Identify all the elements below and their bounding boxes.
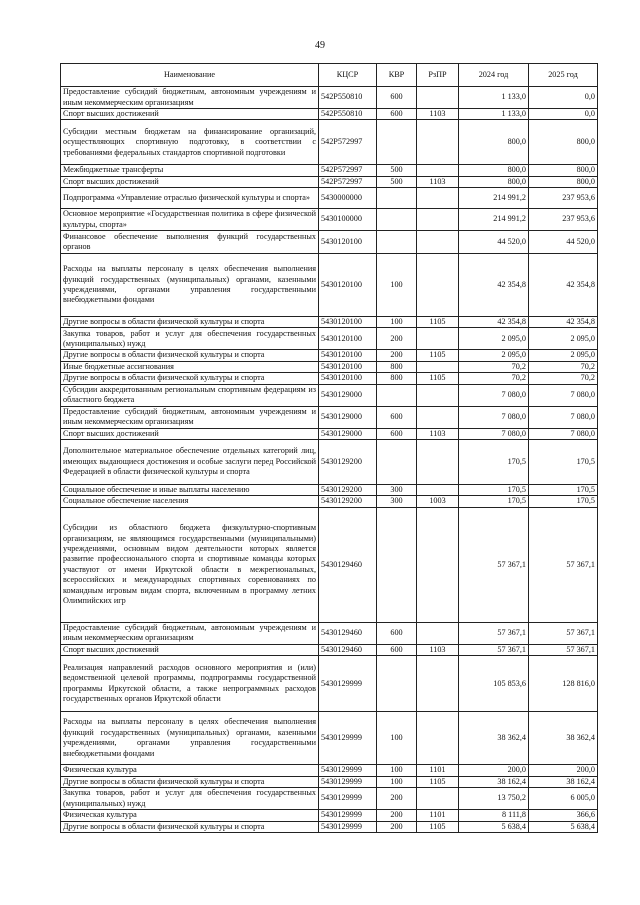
row-name: Субсидии из областного бюджета физкультурно-спортивным организациям, не являющимся государственными (муниципальными) учреждениями, основным видом деятельности которых является развитие профессионального спорта и спортивные команды которых участвуют от имени Иркутской области в межрегиональных, всероссийских и международных спортивных соревнованиях по командным игровым видам спорта, включенным в программу летних Олимпийских игр <box>61 507 319 622</box>
row-amount-2024: 42 354,8 <box>459 317 529 328</box>
row-kvr <box>377 440 417 485</box>
row-amount-2024: 70,2 <box>459 361 529 372</box>
row-kvr: 600 <box>377 87 417 109</box>
row-amount-2025: 366,6 <box>529 810 598 821</box>
row-rzpr <box>417 361 459 372</box>
table-row <box>61 712 598 765</box>
table-row <box>61 176 598 187</box>
row-name: Другие вопросы в области физической культуры и спорта <box>61 350 319 361</box>
row-name: Социальное обеспечение населения <box>61 496 319 507</box>
row-kcsr: 542Р572997 <box>319 120 377 165</box>
row-amount-2025: 200,0 <box>529 765 598 776</box>
row-kcsr: 5430129000 <box>319 406 377 428</box>
row-amount-2025: 237 953,6 <box>529 209 598 231</box>
row-rzpr <box>417 622 459 644</box>
row-rzpr: 1105 <box>417 373 459 384</box>
row-kvr: 200 <box>377 821 417 832</box>
row-rzpr: 1101 <box>417 765 459 776</box>
row-name: Предоставление субсидий бюджетным, автономным учреждениям и иным некоммерческим организациям <box>61 622 319 644</box>
row-name: Физическая культура <box>61 765 319 776</box>
row-rzpr: 1101 <box>417 810 459 821</box>
row-kvr: 100 <box>377 776 417 787</box>
row-kvr <box>377 209 417 231</box>
row-amount-2024: 44 520,0 <box>459 231 529 254</box>
table-row <box>61 350 598 361</box>
page-number: 49 <box>315 40 325 51</box>
row-amount-2024: 7 080,0 <box>459 428 529 439</box>
row-kvr: 200 <box>377 350 417 361</box>
table-row <box>61 231 598 254</box>
row-kvr <box>377 384 417 406</box>
row-kcsr: 5430129999 <box>319 656 377 712</box>
row-kcsr: 5430129200 <box>319 440 377 485</box>
row-name: Расходы на выплаты персоналу в целях обеспечения выполнения функций государственных (муниципальных) органами, казенными учреждениями, органами управления государственными внебюджетными фондами <box>61 254 319 317</box>
row-kcsr: 5430129460 <box>319 622 377 644</box>
table-row <box>61 188 598 209</box>
row-rzpr <box>417 485 459 496</box>
table-row <box>61 765 598 776</box>
row-name: Иные бюджетные ассигнования <box>61 361 319 372</box>
table-row <box>61 485 598 496</box>
row-rzpr: 1003 <box>417 496 459 507</box>
row-rzpr <box>417 507 459 622</box>
table-row <box>61 507 598 622</box>
row-name: Физическая культура <box>61 810 319 821</box>
row-kvr <box>377 656 417 712</box>
column-header-2025: 2025 год <box>529 64 598 87</box>
row-kcsr: 5430129460 <box>319 507 377 622</box>
row-amount-2025: 57 367,1 <box>529 507 598 622</box>
table-row <box>61 317 598 328</box>
row-kcsr: 542Р550810 <box>319 109 377 120</box>
row-amount-2025: 800,0 <box>529 176 598 187</box>
row-amount-2025: 7 080,0 <box>529 384 598 406</box>
table-row <box>61 165 598 176</box>
row-amount-2024: 7 080,0 <box>459 384 529 406</box>
row-rzpr <box>417 209 459 231</box>
table-row <box>61 656 598 712</box>
table-row <box>61 109 598 120</box>
row-amount-2025: 5 638,4 <box>529 821 598 832</box>
row-amount-2024: 105 853,6 <box>459 656 529 712</box>
row-amount-2025: 128 816,0 <box>529 656 598 712</box>
row-name: Закупка товаров, работ и услуг для обеспечения государственных (муниципальных) нужд <box>61 788 319 810</box>
row-rzpr: 1105 <box>417 776 459 787</box>
table-row <box>61 496 598 507</box>
row-kcsr: 5430120100 <box>319 328 377 350</box>
row-kvr: 100 <box>377 765 417 776</box>
row-amount-2024: 2 095,0 <box>459 350 529 361</box>
row-kcsr: 542Р572997 <box>319 176 377 187</box>
row-amount-2024: 200,0 <box>459 765 529 776</box>
row-kcsr: 5430120100 <box>319 317 377 328</box>
row-kcsr: 5430120100 <box>319 373 377 384</box>
row-kvr: 300 <box>377 485 417 496</box>
row-kcsr: 5430129999 <box>319 765 377 776</box>
row-amount-2024: 38 162,4 <box>459 776 529 787</box>
row-kcsr: 5430129999 <box>319 788 377 810</box>
row-kvr: 600 <box>377 406 417 428</box>
row-kvr: 800 <box>377 361 417 372</box>
row-rzpr <box>417 384 459 406</box>
row-kvr: 600 <box>377 622 417 644</box>
table-row <box>61 373 598 384</box>
table-row <box>61 120 598 165</box>
row-kcsr: 5430129000 <box>319 384 377 406</box>
row-kcsr: 5430129000 <box>319 428 377 439</box>
row-kcsr: 5430129999 <box>319 810 377 821</box>
row-name: Другие вопросы в области физической культуры и спорта <box>61 317 319 328</box>
row-kcsr: 5430100000 <box>319 209 377 231</box>
row-amount-2025: 70,2 <box>529 373 598 384</box>
row-kvr: 200 <box>377 788 417 810</box>
row-kvr: 200 <box>377 328 417 350</box>
row-amount-2025: 42 354,8 <box>529 254 598 317</box>
table-row <box>61 87 598 109</box>
row-rzpr <box>417 788 459 810</box>
row-amount-2024: 800,0 <box>459 120 529 165</box>
row-kvr <box>377 120 417 165</box>
table-row <box>61 776 598 787</box>
row-amount-2025: 237 953,6 <box>529 188 598 209</box>
row-amount-2025: 2 095,0 <box>529 328 598 350</box>
row-amount-2025: 7 080,0 <box>529 406 598 428</box>
column-header-rzpr: РзПР <box>417 64 459 87</box>
row-amount-2025: 57 367,1 <box>529 644 598 655</box>
row-kcsr: 5430120100 <box>319 231 377 254</box>
table-row <box>61 644 598 655</box>
row-amount-2024: 13 750,2 <box>459 788 529 810</box>
row-amount-2024: 57 367,1 <box>459 507 529 622</box>
row-kvr <box>377 188 417 209</box>
row-rzpr: 1103 <box>417 109 459 120</box>
row-amount-2025: 38 162,4 <box>529 776 598 787</box>
row-amount-2024: 5 638,4 <box>459 821 529 832</box>
row-amount-2024: 2 095,0 <box>459 328 529 350</box>
table-row <box>61 361 598 372</box>
row-name: Дополнительное материальное обеспечение отдельных категорий лиц, имеющих выдающиеся достижения и особые заслуги перед Российской Федерацией в области физической культуры и спорта <box>61 440 319 485</box>
row-amount-2025: 170,5 <box>529 496 598 507</box>
row-amount-2024: 800,0 <box>459 176 529 187</box>
row-rzpr: 1103 <box>417 644 459 655</box>
row-rzpr: 1103 <box>417 176 459 187</box>
table-row <box>61 328 598 350</box>
table-row <box>61 428 598 439</box>
row-kvr: 500 <box>377 176 417 187</box>
row-amount-2024: 800,0 <box>459 165 529 176</box>
row-kvr: 200 <box>377 810 417 821</box>
row-name: Другие вопросы в области физической культуры и спорта <box>61 373 319 384</box>
row-name: Реализация направлений расходов основного мероприятия и (или) ведомственной целевой программы, подпрограммы государственной программы Иркутской области, а также непрограммных расходов государственных органов Иркутской области <box>61 656 319 712</box>
row-kvr: 600 <box>377 644 417 655</box>
row-kvr: 300 <box>377 496 417 507</box>
row-amount-2024: 42 354,8 <box>459 254 529 317</box>
row-amount-2025: 38 362,4 <box>529 712 598 765</box>
row-kvr <box>377 507 417 622</box>
row-rzpr <box>417 120 459 165</box>
row-amount-2025: 44 520,0 <box>529 231 598 254</box>
table-header-row <box>61 64 598 87</box>
row-kcsr: 5430129200 <box>319 485 377 496</box>
row-amount-2024: 57 367,1 <box>459 644 529 655</box>
row-name: Спорт высших достижений <box>61 109 319 120</box>
row-kcsr: 5430120100 <box>319 361 377 372</box>
column-header-kvr: КВР <box>377 64 417 87</box>
row-rzpr <box>417 165 459 176</box>
column-header-2024: 2024 год <box>459 64 529 87</box>
row-rzpr: 1105 <box>417 821 459 832</box>
row-rzpr <box>417 712 459 765</box>
row-amount-2024: 57 367,1 <box>459 622 529 644</box>
row-kvr: 500 <box>377 165 417 176</box>
table-row <box>61 254 598 317</box>
row-name: Подпрограмма «Управление отраслью физической культуры и спорта» <box>61 188 319 209</box>
row-amount-2025: 70,2 <box>529 361 598 372</box>
row-amount-2025: 57 367,1 <box>529 622 598 644</box>
row-name: Спорт высших достижений <box>61 176 319 187</box>
column-header-name: Наименование <box>61 64 319 87</box>
table-row <box>61 622 598 644</box>
row-rzpr <box>417 656 459 712</box>
row-kcsr: 542Р572997 <box>319 165 377 176</box>
row-name: Финансовое обеспечение выполнения функций государственных органов <box>61 231 319 254</box>
row-kcsr: 5430120100 <box>319 254 377 317</box>
row-kvr: 600 <box>377 109 417 120</box>
row-rzpr <box>417 254 459 317</box>
table-row <box>61 209 598 231</box>
table-row <box>61 810 598 821</box>
row-rzpr: 1103 <box>417 428 459 439</box>
row-kvr: 100 <box>377 317 417 328</box>
row-name: Социальное обеспечение и иные выплаты населению <box>61 485 319 496</box>
row-name: Закупка товаров, работ и услуг для обеспечения государственных (муниципальных) нужд <box>61 328 319 350</box>
row-amount-2025: 800,0 <box>529 165 598 176</box>
row-kvr: 800 <box>377 373 417 384</box>
row-amount-2025: 170,5 <box>529 440 598 485</box>
row-amount-2025: 7 080,0 <box>529 428 598 439</box>
row-amount-2024: 7 080,0 <box>459 406 529 428</box>
row-rzpr <box>417 188 459 209</box>
row-kvr: 600 <box>377 428 417 439</box>
row-amount-2025: 2 095,0 <box>529 350 598 361</box>
row-name: Предоставление субсидий бюджетным, автономным учреждениям и иным некоммерческим организациям <box>61 87 319 109</box>
table-row <box>61 821 598 832</box>
row-amount-2025: 0,0 <box>529 109 598 120</box>
row-kcsr: 5430129999 <box>319 776 377 787</box>
row-rzpr: 1105 <box>417 350 459 361</box>
row-kvr: 100 <box>377 712 417 765</box>
row-name: Расходы на выплаты персоналу в целях обеспечения выполнения функций государственных (муниципальных) органами, казенными учреждениями, органами управления государственными внебюджетными фондами <box>61 712 319 765</box>
row-amount-2024: 38 362,4 <box>459 712 529 765</box>
row-name: Основное мероприятие «Государственная политика в сфере физической культуры, спорта» <box>61 209 319 231</box>
row-kcsr: 5430129999 <box>319 712 377 765</box>
row-amount-2024: 170,5 <box>459 485 529 496</box>
row-rzpr <box>417 440 459 485</box>
row-amount-2025: 0,0 <box>529 87 598 109</box>
row-amount-2024: 170,5 <box>459 440 529 485</box>
row-amount-2024: 1 133,0 <box>459 109 529 120</box>
row-amount-2024: 170,5 <box>459 496 529 507</box>
row-amount-2025: 170,5 <box>529 485 598 496</box>
row-name: Другие вопросы в области физической культуры и спорта <box>61 776 319 787</box>
row-kcsr: 5430129200 <box>319 496 377 507</box>
row-kcsr: 5430129460 <box>319 644 377 655</box>
row-name: Межбюджетные трансферты <box>61 165 319 176</box>
row-amount-2025: 6 005,0 <box>529 788 598 810</box>
row-name: Спорт высших достижений <box>61 428 319 439</box>
row-amount-2024: 8 111,8 <box>459 810 529 821</box>
table-row <box>61 440 598 485</box>
row-name: Субсидии аккредитованным региональным спортивным федерациям из областного бюджета <box>61 384 319 406</box>
row-rzpr: 1105 <box>417 317 459 328</box>
row-amount-2024: 214 991,2 <box>459 188 529 209</box>
budget-table <box>60 63 598 833</box>
row-amount-2025: 800,0 <box>529 120 598 165</box>
table-row <box>61 406 598 428</box>
row-rzpr <box>417 406 459 428</box>
table-row <box>61 384 598 406</box>
row-amount-2024: 214 991,2 <box>459 209 529 231</box>
row-rzpr <box>417 231 459 254</box>
row-rzpr <box>417 328 459 350</box>
row-amount-2024: 1 133,0 <box>459 87 529 109</box>
row-name: Спорт высших достижений <box>61 644 319 655</box>
row-rzpr <box>417 87 459 109</box>
row-kcsr: 542Р550810 <box>319 87 377 109</box>
column-header-kcsr: КЦСР <box>319 64 377 87</box>
row-amount-2025: 42 354,8 <box>529 317 598 328</box>
row-kcsr: 5430000000 <box>319 188 377 209</box>
row-kvr <box>377 231 417 254</box>
row-kvr: 100 <box>377 254 417 317</box>
row-name: Другие вопросы в области физической культуры и спорта <box>61 821 319 832</box>
row-name: Предоставление субсидий бюджетным, автономным учреждениям и иным некоммерческим организациям <box>61 406 319 428</box>
row-kcsr: 5430129999 <box>319 821 377 832</box>
table-row <box>61 788 598 810</box>
row-amount-2024: 70,2 <box>459 373 529 384</box>
row-name: Субсидии местным бюджетам на финансирование организаций, осуществляющих спортивную подготовку, в соответствии с требованиями федеральных стандартов спортивной подготовки <box>61 120 319 165</box>
row-kcsr: 5430120100 <box>319 350 377 361</box>
